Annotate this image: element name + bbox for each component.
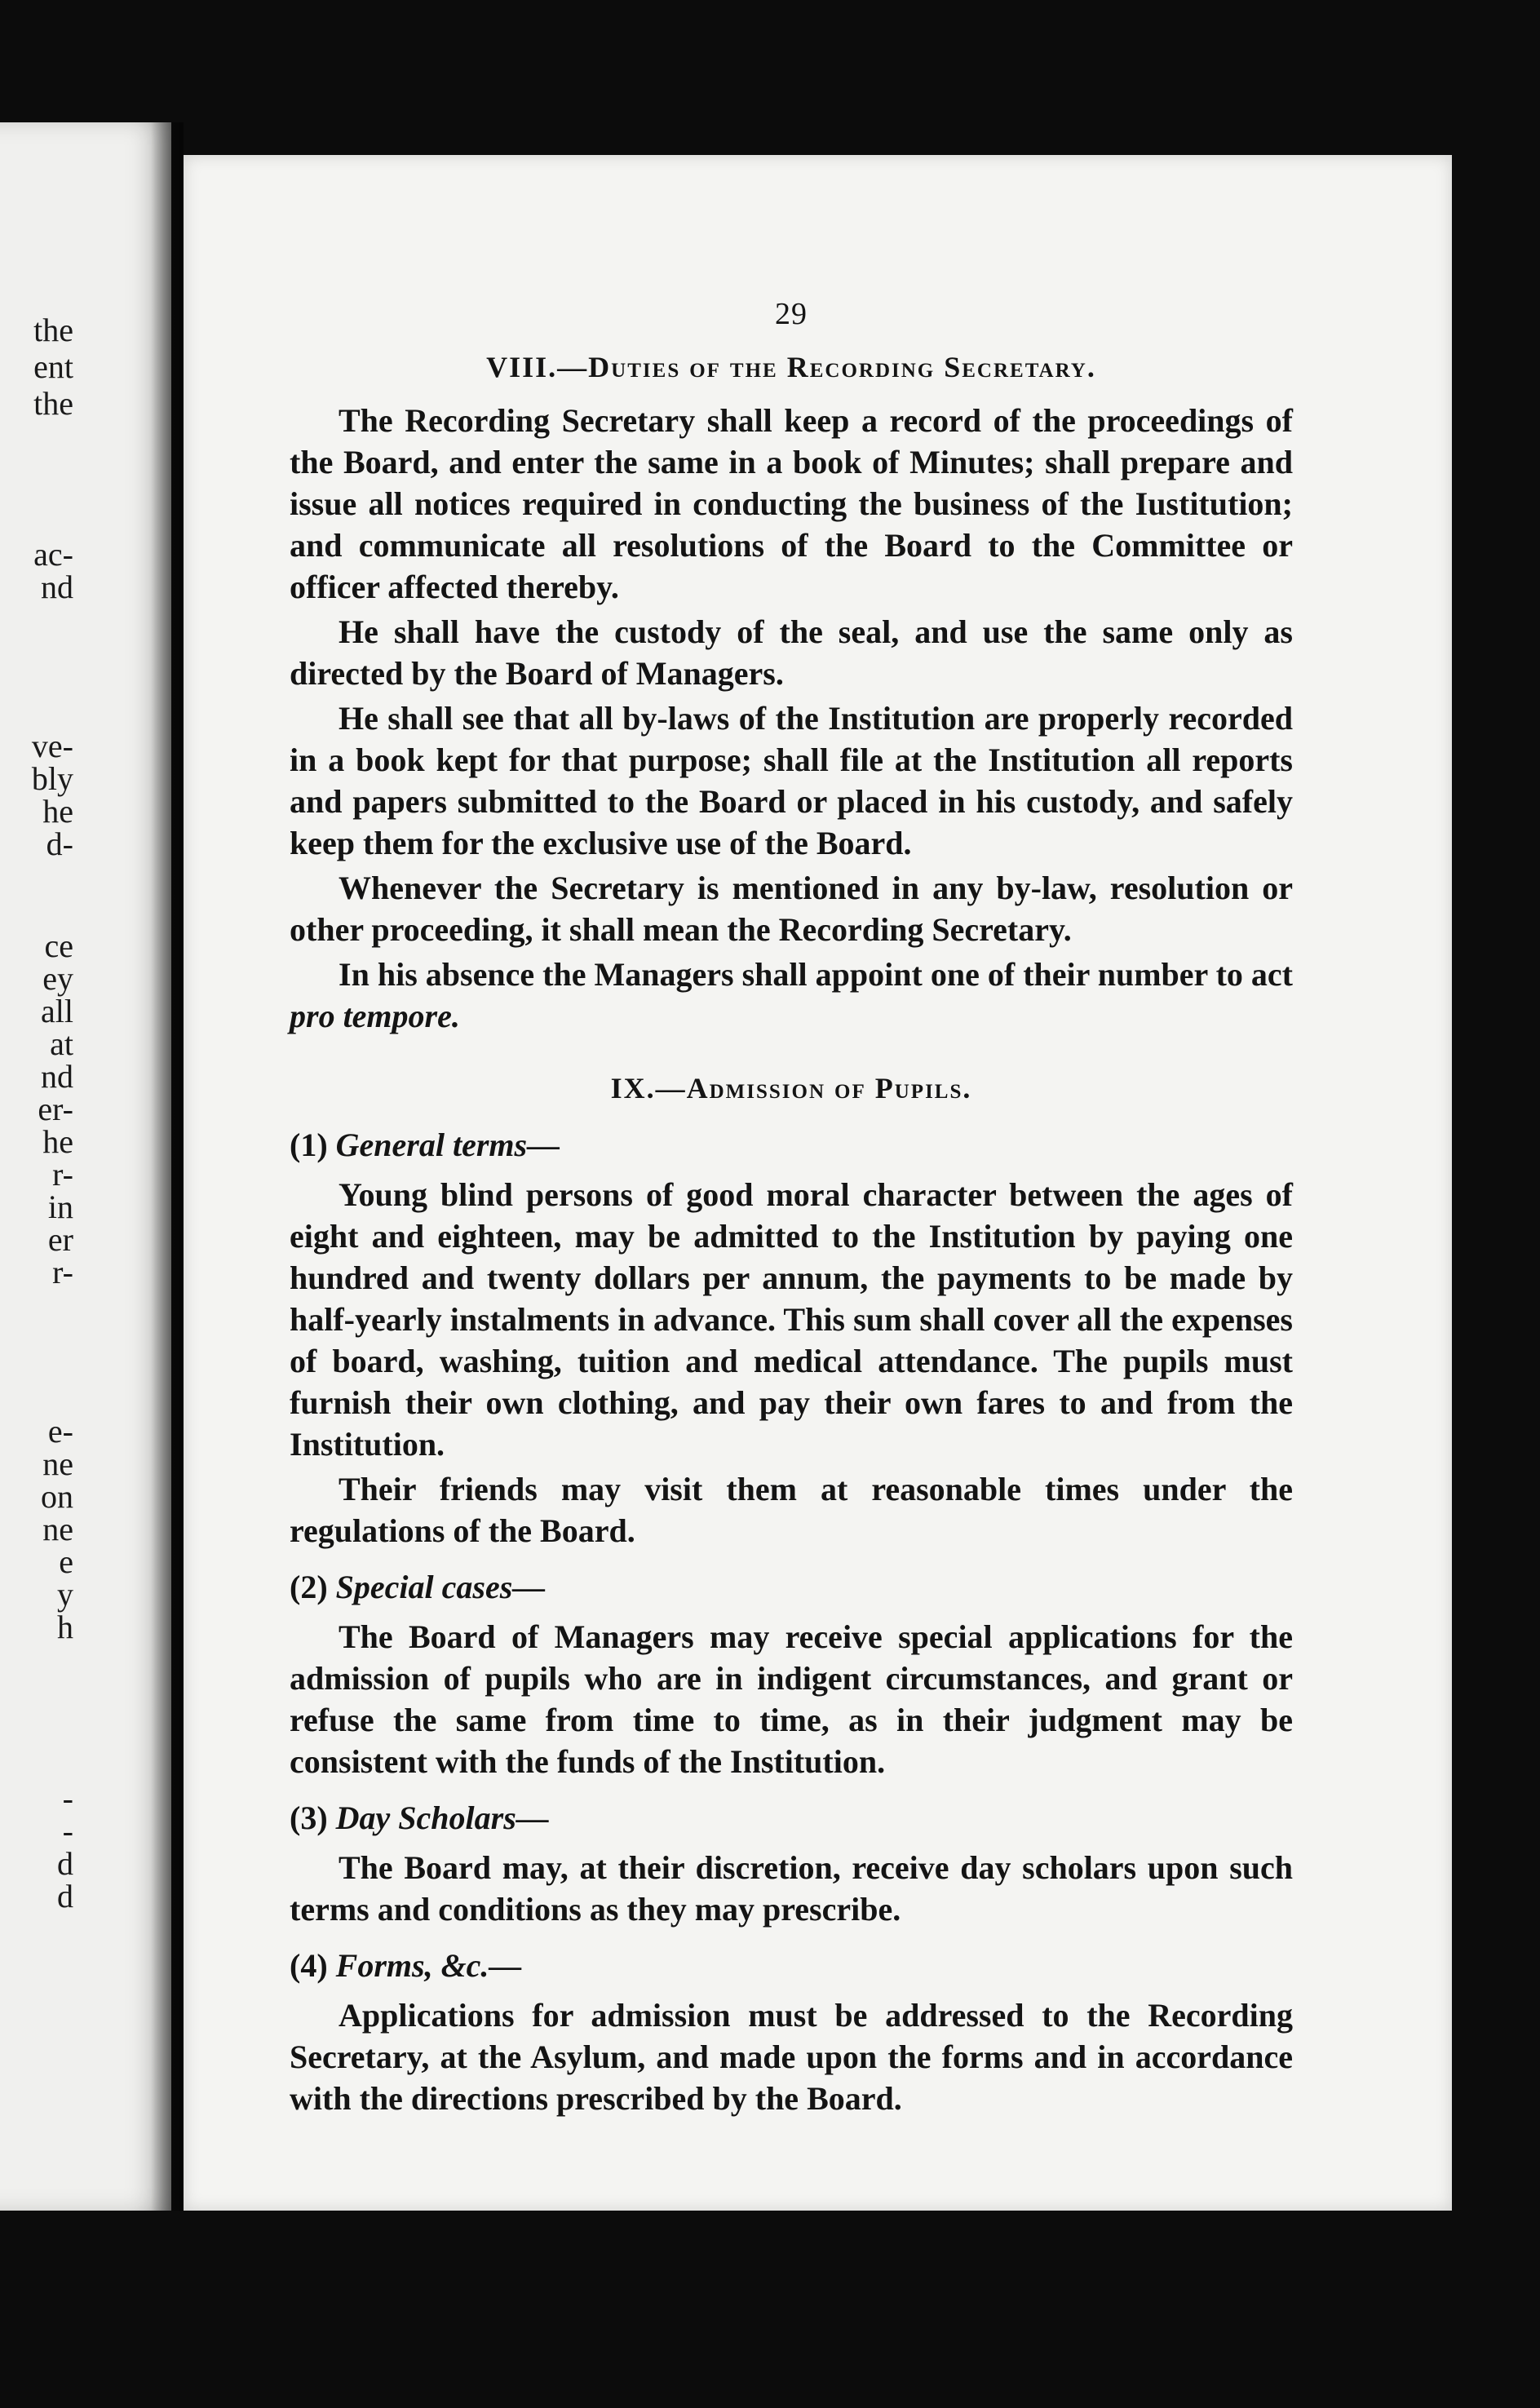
last-paragraph-text: In his absence the Managers shall appoint one of their number to act	[339, 956, 1293, 993]
subsection-heading-day-scholars	[290, 1797, 1293, 1839]
left-facing-page	[0, 122, 171, 2211]
subsection-number: (3)	[290, 1799, 328, 1836]
section-viii-paragraph: He shall have the custody of the seal, and use the same only as directed by the Board of Managers.	[290, 613, 1293, 692]
left-page-fragment: e-	[47, 1413, 73, 1450]
left-page-fragment: in	[47, 1189, 73, 1225]
subsection-heading-general-terms	[290, 1124, 1293, 1166]
left-page-fragment: the	[33, 312, 73, 348]
left-page-fragment: nd	[41, 569, 73, 605]
left-page-fragment: r-	[52, 1254, 73, 1290]
subsection-title: Day Scholars—	[335, 1799, 549, 1836]
section-viii-paragraph: He shall see that all by-laws of the Institution are properly recorded in a book kept for that purpose; shall file at the Institution all reports and papers submitted to the Board or placed in his custody, and safely keep them for the exclusive use of the Board.	[290, 700, 1293, 861]
section-viii-last-paragraph	[290, 954, 1293, 1037]
subsection-number: (4)	[290, 1947, 328, 1984]
left-page-fragment: d	[57, 1845, 73, 1882]
left-page-fragment: -	[62, 1813, 73, 1849]
left-page-fragment: y	[57, 1576, 73, 1613]
left-page-fragment: er-	[38, 1091, 73, 1127]
left-page-fragment: d-	[46, 826, 73, 862]
page-content	[290, 294, 1293, 2122]
left-page-fragment: ce	[44, 927, 73, 964]
left-page-fragment: d	[57, 1878, 73, 1914]
left-page-fragment: he	[42, 1123, 73, 1160]
subsection-title: General terms—	[335, 1127, 560, 1163]
left-page-fragment: er	[47, 1221, 73, 1258]
left-page-fragment: all	[41, 993, 73, 1029]
left-page-fragment: he	[42, 793, 73, 830]
subsection-heading-special-cases	[290, 1566, 1293, 1608]
left-page-fragment: ve-	[31, 728, 73, 764]
left-page-fragment: e	[59, 1543, 73, 1580]
subsection-title: Forms, &c.—	[335, 1947, 522, 1984]
left-page-fragment: ent	[33, 348, 73, 385]
left-page-fragment: the	[33, 385, 73, 422]
section-ix-heading: IX.—Admission of Pupils.	[610, 1072, 972, 1104]
subsection-paragraph: Applications for admission must be addressed to the Recording Secretary, at the Asylum, and made upon the forms and in accordance with the directions prescribed by the Board.	[290, 1997, 1293, 2117]
subsection-paragraph: Young blind persons of good moral character between the ages of eight and eighteen, may be admitted to the Institution by paying one hundred and twenty dollars per annum, the payments to be made by half-yearly instalments in advance. This sum shall cover all the expenses of board, washing, tuition and medical attendance. The pupils must furnish their own clothing, and pay their own fares to and from the Institution.	[290, 1176, 1293, 1463]
left-page-fragment: ac-	[33, 536, 73, 573]
pro-tempore-text: pro tempore.	[290, 998, 460, 1034]
subsection-number: (1)	[290, 1127, 328, 1163]
subsection-paragraph: Their friends may visit them at reasonable times under the regulations of the Board.	[290, 1471, 1293, 1549]
book-page	[184, 155, 1452, 2211]
section-viii-heading: VIII.—Duties of the Recording Secretary.	[486, 351, 1096, 383]
book-spine-shadow	[151, 122, 184, 2211]
left-page-fragment: at	[50, 1025, 73, 1062]
section-viii-paragraph: The Recording Secretary shall keep a record of the proceedings of the Board, and enter the same in a book of Minutes; shall prepare and issue all notices required in conducting the business of the Iustitution; and communicate all resolutions of the Board to the Committee or officer affected thereby.	[290, 402, 1293, 605]
subsection-number: (2)	[290, 1569, 328, 1605]
left-page-fragment: ey	[42, 960, 73, 997]
subsection-heading-forms	[290, 1945, 1293, 1986]
left-page-fragment: r-	[52, 1156, 73, 1193]
subsection-paragraph: The Board may, at their discretion, receive day scholars upon such terms and conditions as they may prescribe.	[290, 1849, 1293, 1928]
subsection-title: Special cases—	[335, 1569, 546, 1605]
left-page-fragment: ne	[42, 1445, 73, 1482]
left-page-fragment: bly	[31, 760, 73, 797]
section-viii-paragraph: Whenever the Secretary is mentioned in any by-law, resolution or other proceeding, it shall mean the Recording Secretary.	[290, 870, 1293, 948]
left-page-fragment: nd	[41, 1058, 73, 1095]
page-number: 29	[775, 297, 808, 331]
left-page-fragment: on	[41, 1478, 73, 1515]
left-page-fragment: ne	[42, 1511, 73, 1547]
left-page-fragment: h	[57, 1609, 73, 1645]
subsection-paragraph: The Board of Managers may receive special applications for the admission of pupils who are in indigent circumstances, and grant or refuse the same from time to time, as in their judgment may be consistent with the funds of the Institution.	[290, 1618, 1293, 1780]
left-page-fragment: -	[62, 1780, 73, 1817]
